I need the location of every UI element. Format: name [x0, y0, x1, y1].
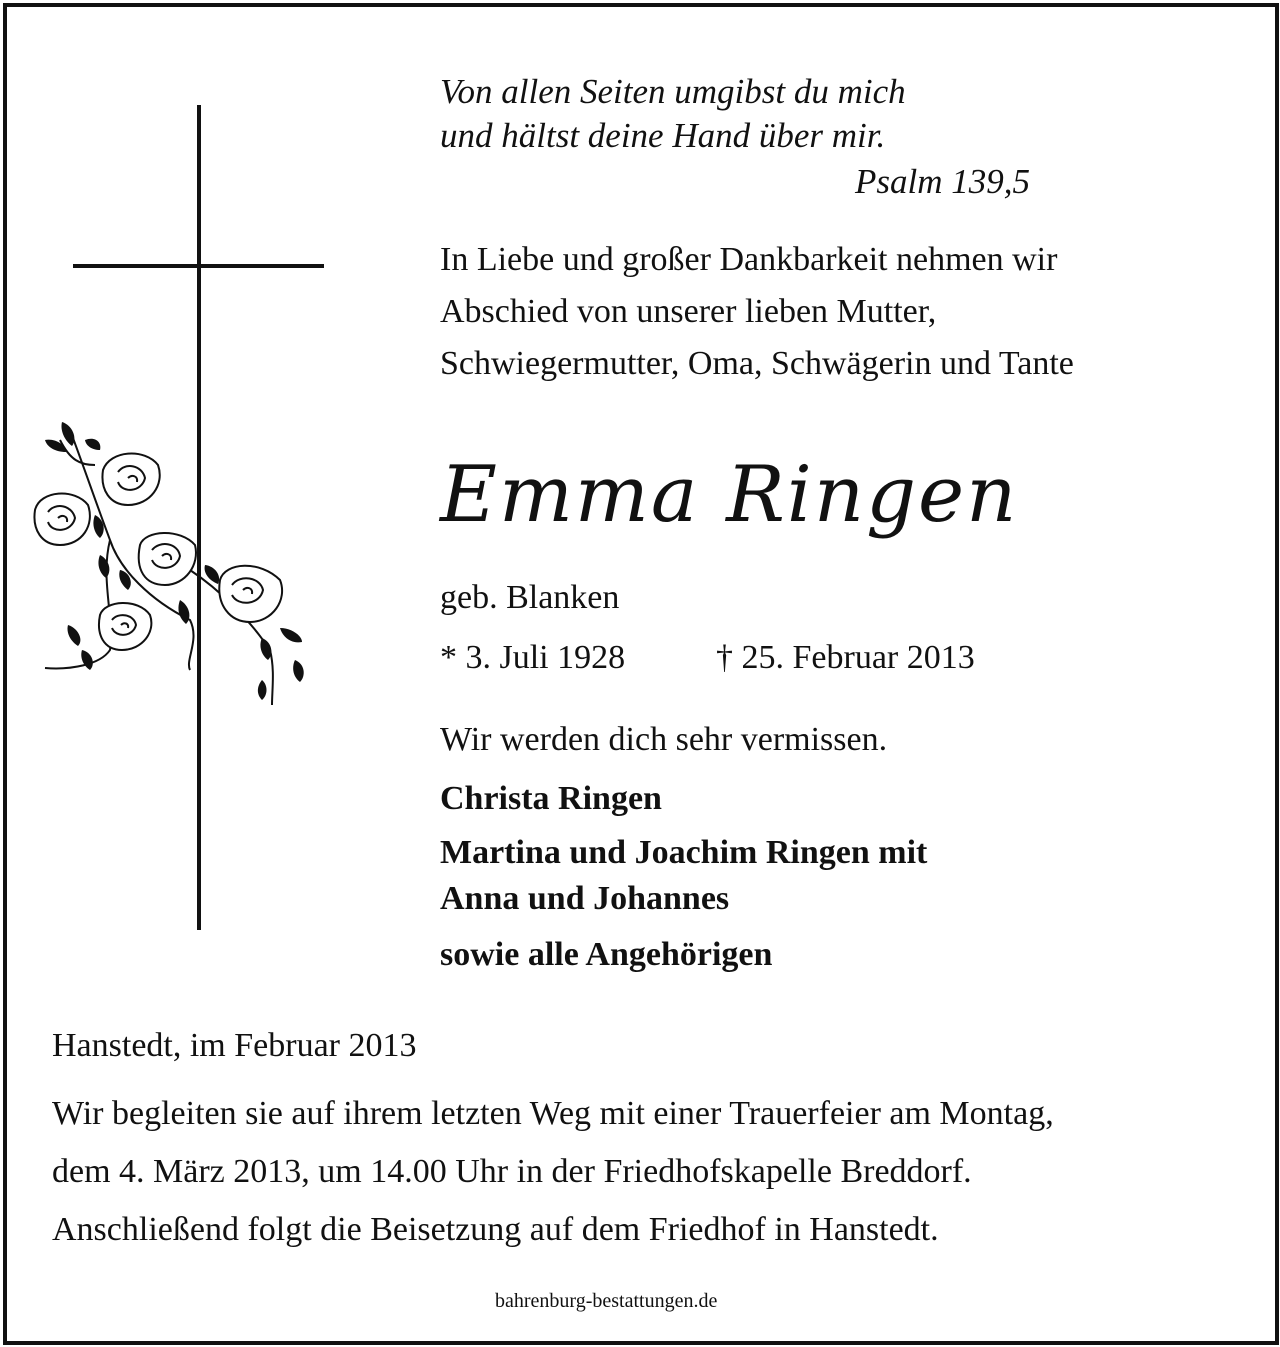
maiden-name: geb. Blanken: [440, 579, 620, 616]
mourner-4: sowie alle Angehörigen: [440, 936, 773, 973]
service-line-2: dem 4. März 2013, um 14.00 Uhr in der Friedhofskapelle Breddorf.: [52, 1153, 972, 1190]
intro-line-2: Abschied von unserer lieben Mutter,: [440, 293, 937, 330]
intro-line-1: In Liebe und großer Dankbarkeit nehmen wir: [440, 241, 1058, 278]
footer-url: bahrenburg-bestattungen.de: [495, 1290, 718, 1312]
birth-date: * 3. Juli 1928: [440, 639, 626, 676]
service-line-3: Anschließend folgt die Beisetzung auf dem Friedhof in Hanstedt.: [52, 1211, 939, 1248]
verse-line-1: Von allen Seiten umgibst du mich: [440, 72, 906, 111]
verse-reference: Psalm 139,5: [855, 162, 1030, 201]
mourner-3: Anna und Johannes: [440, 880, 730, 917]
verse-line-2: und hältst deine Hand über mir.: [440, 116, 886, 155]
deceased-name: Emma Ringen: [440, 450, 1019, 540]
miss-line: Wir werden dich sehr vermissen.: [440, 721, 888, 758]
death-date: † 25. Februar 2013: [716, 639, 975, 676]
mourner-2: Martina und Joachim Ringen mit: [440, 834, 928, 871]
intro-line-3: Schwiegermutter, Oma, Schwägerin und Tante: [440, 345, 1074, 382]
service-line-1: Wir begleiten sie auf ihrem letzten Weg mit einer Trauerfeier am Montag,: [52, 1095, 1054, 1132]
place-date: Hanstedt, im Februar 2013: [52, 1027, 417, 1064]
mourner-1: Christa Ringen: [440, 780, 662, 817]
